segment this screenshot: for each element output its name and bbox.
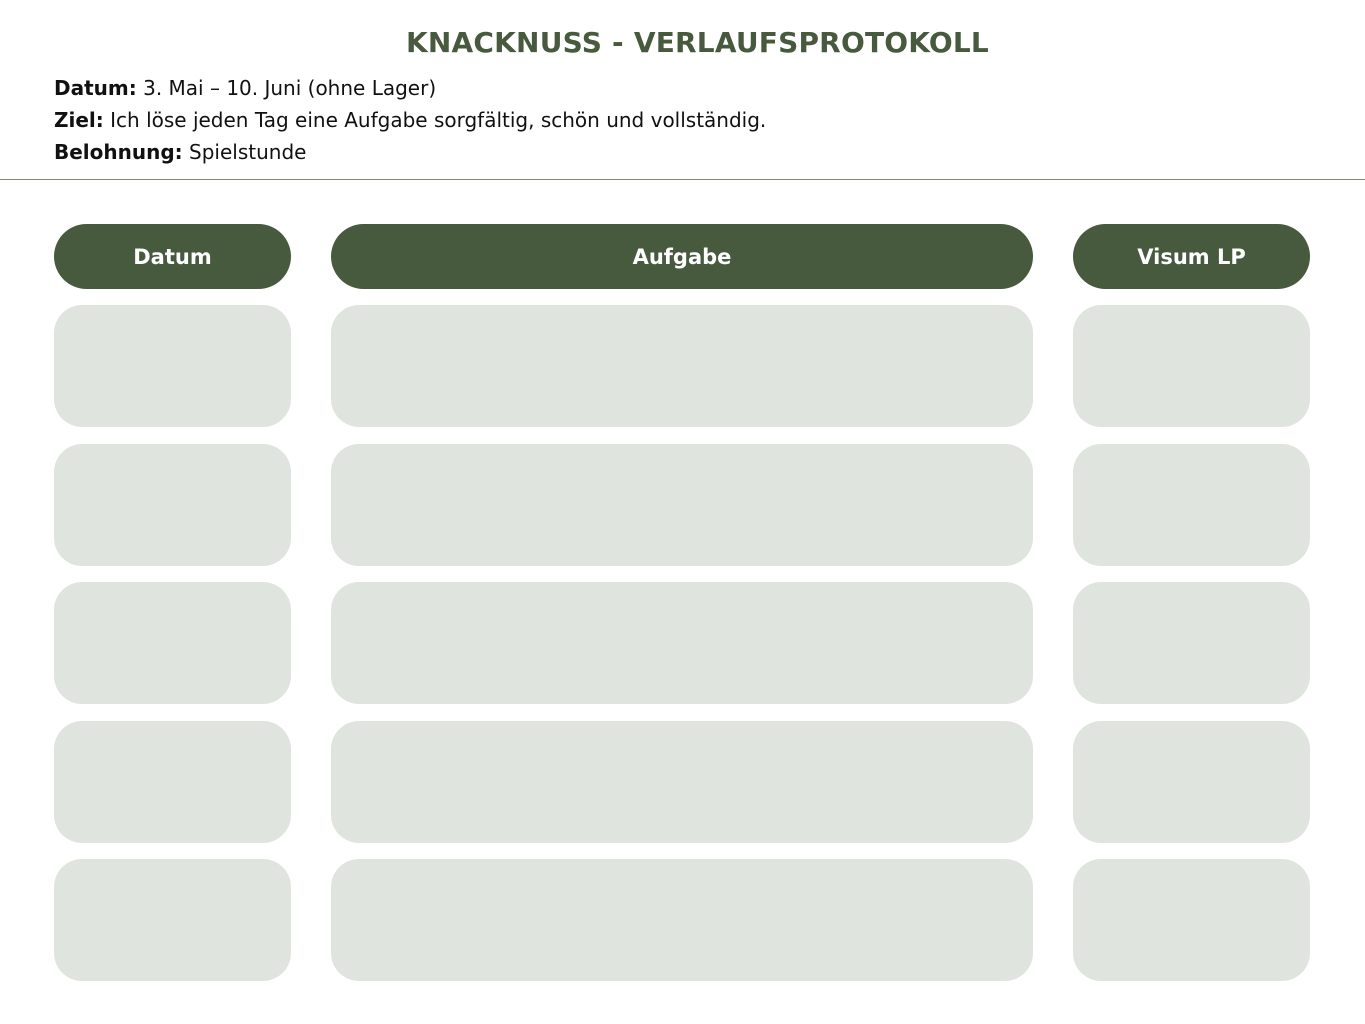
row-3-visum-cell[interactable] — [1073, 582, 1310, 704]
meta-belohnung-label: Belohnung: — [54, 140, 183, 164]
meta-datum-label: Datum: — [54, 76, 137, 100]
meta-datum — [54, 76, 436, 100]
meta-datum-value: 3. Mai – 10. Juni (ohne Lager) — [136, 76, 437, 100]
row-4-aufgabe-cell[interactable] — [331, 721, 1033, 843]
row-5-visum-cell[interactable] — [1073, 859, 1310, 981]
row-3-aufgabe-cell[interactable] — [331, 582, 1033, 704]
column-header-aufgabe: Aufgabe — [331, 224, 1033, 289]
row-3-datum-cell[interactable] — [54, 582, 291, 704]
row-2-aufgabe-cell[interactable] — [331, 444, 1033, 566]
divider — [0, 179, 1365, 180]
row-2-datum-cell[interactable] — [54, 444, 291, 566]
row-4-visum-cell[interactable] — [1073, 721, 1310, 843]
row-4-datum-cell[interactable] — [54, 721, 291, 843]
row-2-visum-cell[interactable] — [1073, 444, 1310, 566]
row-1-visum-cell[interactable] — [1073, 305, 1310, 427]
meta-belohnung-value: Spielstunde — [182, 140, 307, 164]
column-header-datum: Datum — [54, 224, 291, 289]
meta-belohnung — [54, 140, 306, 164]
row-5-datum-cell[interactable] — [54, 859, 291, 981]
row-1-aufgabe-cell[interactable] — [331, 305, 1033, 427]
column-header-visum: Visum LP — [1073, 224, 1310, 289]
row-1-datum-cell[interactable] — [54, 305, 291, 427]
meta-ziel-value: Ich löse jeden Tag eine Aufgabe sorgfältig, schön und vollständig. — [103, 108, 767, 132]
page-title: KNACKNUSS - VERLAUFSPROTOKOLL — [406, 26, 989, 59]
meta-ziel-label: Ziel: — [54, 108, 104, 132]
row-5-aufgabe-cell[interactable] — [331, 859, 1033, 981]
meta-ziel — [54, 108, 766, 132]
